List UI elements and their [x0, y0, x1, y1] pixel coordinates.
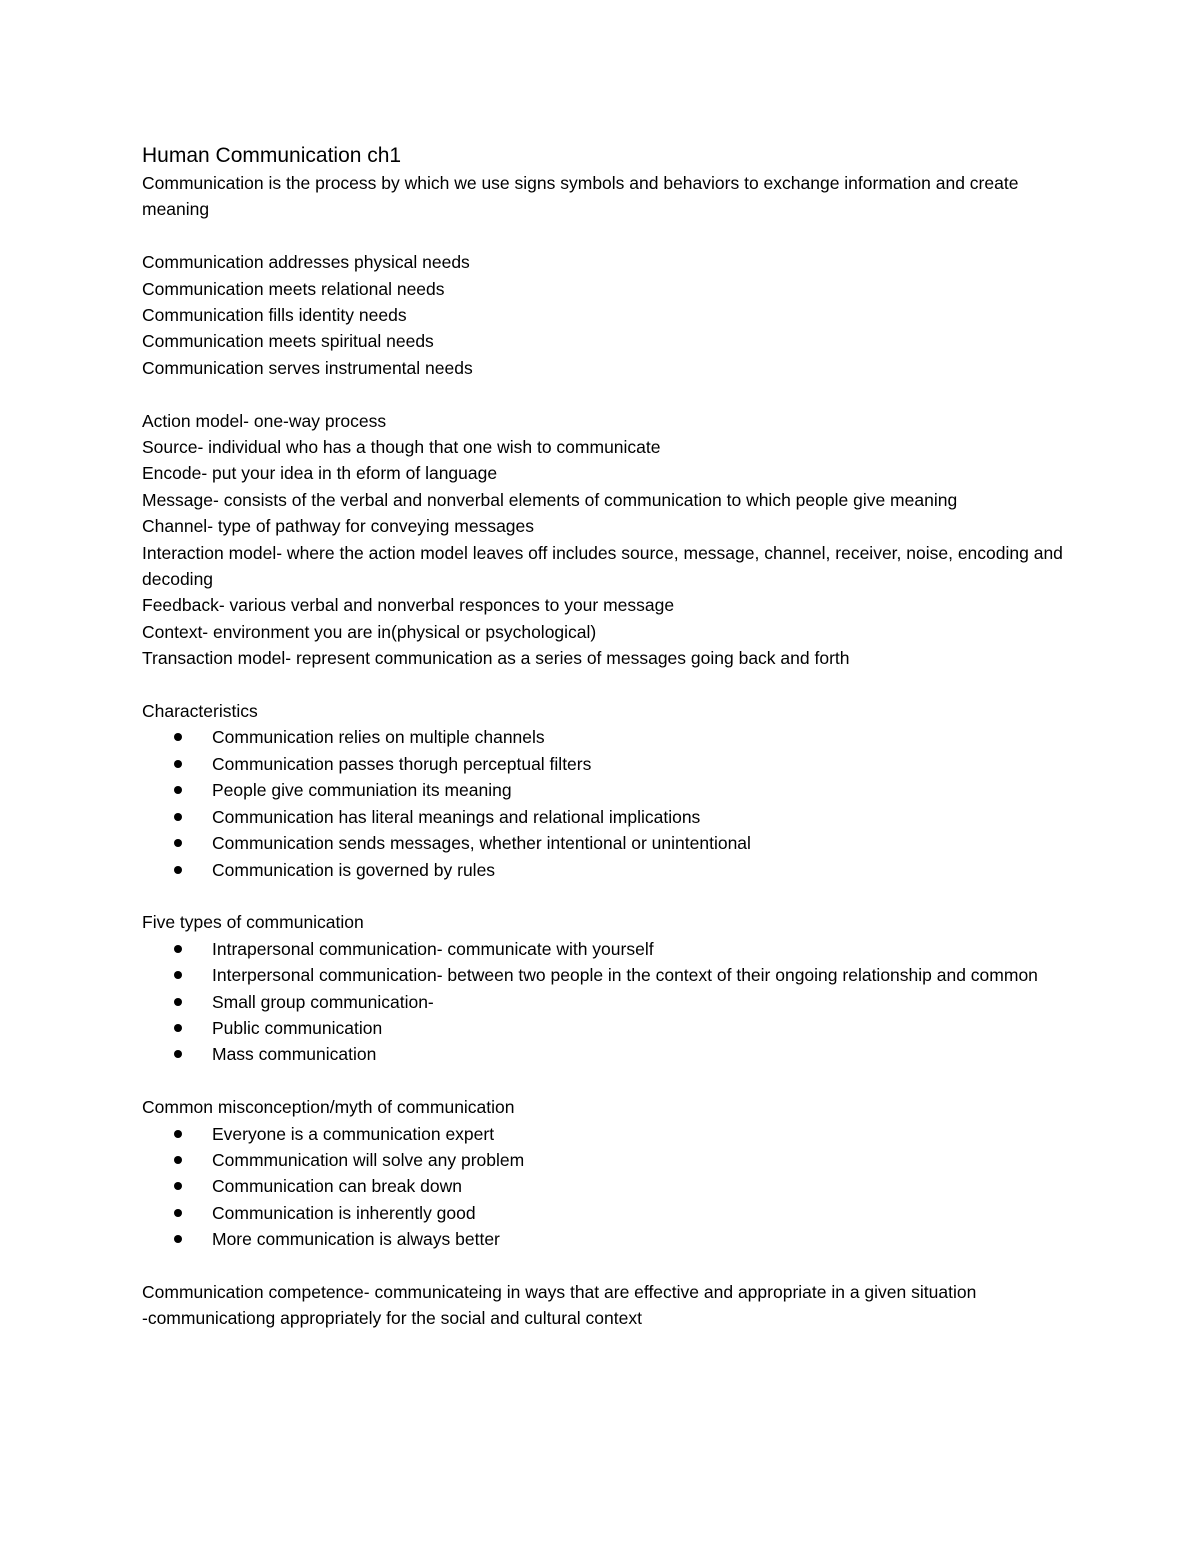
list-item-text: Intrapersonal communication- communicate with yourself	[212, 938, 654, 959]
need-line: Communication addresses physical needs	[142, 252, 470, 273]
list-item-text: More communication is always better	[212, 1229, 500, 1250]
bullet-icon	[174, 1182, 182, 1190]
need-line: Communication fills identity needs	[142, 305, 407, 326]
types-heading: Five types of communication	[142, 912, 364, 933]
need-line: Communication meets spiritual needs	[142, 331, 434, 352]
bullet-icon	[174, 839, 182, 847]
list-item	[142, 1173, 1072, 1199]
characteristics-heading: Characteristics	[142, 701, 258, 722]
spacer	[142, 1253, 1072, 1279]
list-item	[142, 936, 1072, 962]
list-item	[142, 830, 1072, 856]
bullet-icon	[174, 998, 182, 1006]
list-item-text: Communication has literal meanings and relational implications	[212, 806, 701, 827]
model-line: Action model- one-way process	[142, 410, 387, 431]
list-item-text: Public communication	[212, 1017, 383, 1038]
bullet-icon	[174, 1050, 182, 1058]
model-line: Transaction model- represent communication as a series of messages going back and forth	[142, 648, 850, 669]
list-item-text: Communication passes thorugh perceptual filters	[212, 753, 592, 774]
bullet-icon	[174, 1024, 182, 1032]
need-line: Communication serves instrumental needs	[142, 357, 473, 378]
model-line: Message- consists of the verbal and nonverbal elements of communication to which people give meaning	[142, 489, 958, 510]
list-item-text: Communication can break down	[212, 1176, 462, 1197]
model-line: Channel- type of pathway for conveying messages	[142, 516, 535, 537]
bullet-icon	[174, 733, 182, 741]
list-item	[142, 804, 1072, 830]
characteristics-list	[142, 724, 1072, 882]
spacer	[142, 381, 1072, 407]
list-item-text: Interpersonal communication- between two people in the context of their ongoing relationship and common	[212, 965, 1038, 986]
model-line: Context- environment you are in(physical or psychological)	[142, 621, 597, 642]
list-item-text: Mass communication	[212, 1044, 377, 1065]
list-item	[142, 724, 1072, 750]
spacer	[142, 223, 1072, 249]
list-item	[142, 1226, 1072, 1252]
list-item	[142, 1147, 1072, 1173]
list-item	[142, 1200, 1072, 1226]
models-section	[142, 408, 1072, 672]
bullet-icon	[174, 945, 182, 953]
myths-section	[142, 1094, 1072, 1252]
list-item-text: Small group communication-	[212, 991, 434, 1012]
model-line: Encode- put your idea in th eform of language	[142, 463, 498, 484]
document-title: Human Communication ch1	[142, 144, 402, 167]
list-item-text: Communication is inherently good	[212, 1202, 476, 1223]
list-item	[142, 989, 1072, 1015]
intro-definition: Communication is the process by which we use signs symbols and behaviors to exchange information and create meaning	[142, 173, 1019, 220]
bullet-icon	[174, 760, 182, 768]
model-line: Interaction model- where the action model leaves off includes source, message, channel, receiver, noise, encoding and decoding	[142, 542, 1063, 590]
bullet-icon	[174, 866, 182, 874]
spacer	[142, 672, 1072, 698]
bullet-icon	[174, 1156, 182, 1164]
list-item	[142, 857, 1072, 883]
list-item	[142, 1121, 1072, 1147]
myths-list	[142, 1121, 1072, 1253]
document-page	[142, 142, 1072, 1332]
competence-line: Communication competence- communicateing in ways that are effective and appropriate in a given situation	[142, 1281, 977, 1302]
list-item-text: Communication relies on multiple channels	[212, 727, 545, 748]
spacer	[142, 1068, 1072, 1094]
list-item-text: Communication sends messages, whether intentional or unintentional	[212, 833, 751, 854]
need-line: Communication meets relational needs	[142, 278, 445, 299]
characteristics-section	[142, 698, 1072, 883]
list-item	[142, 1041, 1072, 1067]
competence-line: -communicationg appropriately for the social and cultural context	[142, 1308, 642, 1329]
model-line: Source- individual who has a though that one wish to communicate	[142, 437, 661, 458]
bullet-icon	[174, 813, 182, 821]
list-item	[142, 751, 1072, 777]
bullet-icon	[174, 1209, 182, 1217]
bullet-icon	[174, 971, 182, 979]
competence-section	[142, 1279, 1072, 1332]
list-item	[142, 1015, 1072, 1041]
types-section	[142, 909, 1072, 1067]
list-item-text: Commmunication will solve any problem	[212, 1149, 525, 1170]
bullet-icon	[174, 1235, 182, 1243]
model-line: Feedback- various verbal and nonverbal responces to your message	[142, 595, 675, 616]
myths-heading: Common misconception/myth of communication	[142, 1097, 515, 1118]
bullet-icon	[174, 1130, 182, 1138]
needs-section	[142, 249, 1072, 381]
types-list	[142, 936, 1072, 1068]
list-item	[142, 777, 1072, 803]
list-item	[142, 962, 1072, 988]
spacer	[142, 883, 1072, 909]
list-item-text: Communication is governed by rules	[212, 859, 496, 880]
bullet-icon	[174, 786, 182, 794]
list-item-text: Everyone is a communication expert	[212, 1123, 495, 1144]
list-item-text: People give communiation its meaning	[212, 780, 512, 801]
